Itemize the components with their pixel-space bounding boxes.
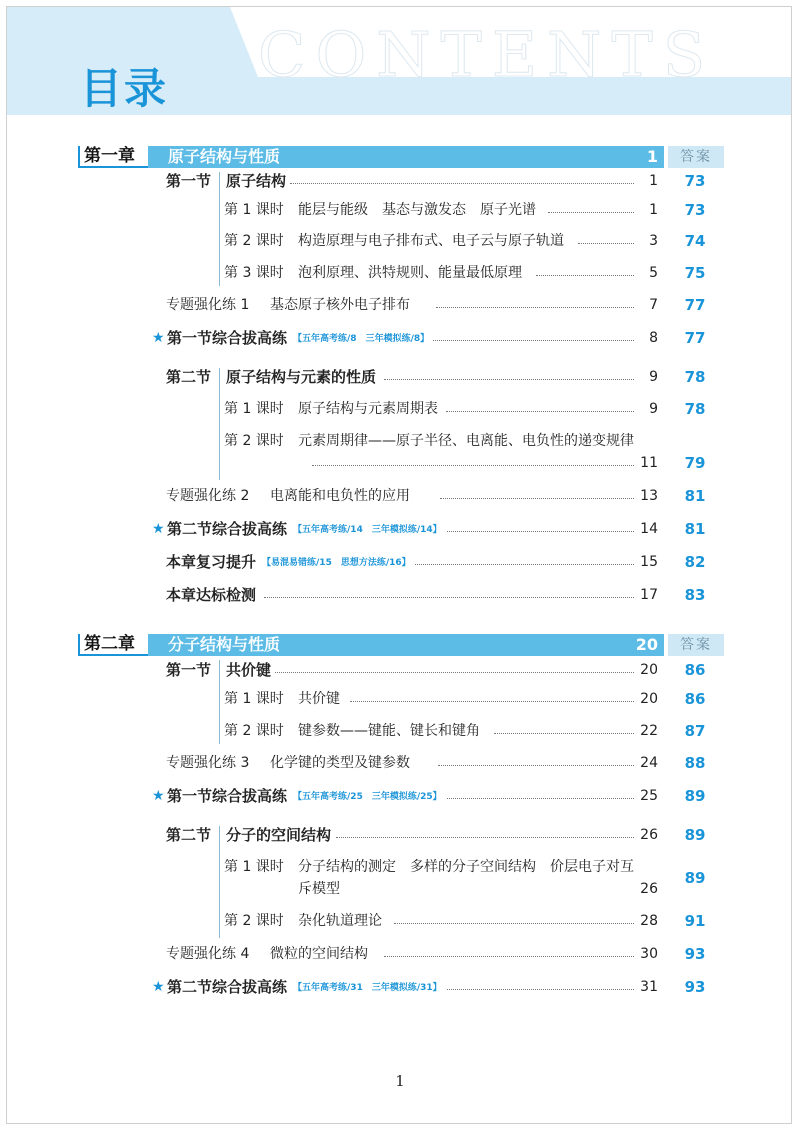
entry-label: 第二节	[166, 824, 215, 846]
page-number: 1	[395, 1072, 405, 1090]
entry-text: 泡利原理、洪特规则、能量最低原理	[298, 262, 526, 284]
chapter-1-bar[interactable]	[78, 146, 664, 168]
entry-answer-page: 74	[684, 232, 706, 250]
toc-entry-answer	[0, 867, 800, 889]
entry-answer-page: 82	[684, 553, 706, 571]
entry-page: 26	[640, 827, 658, 843]
entry-text: 共价键	[226, 659, 275, 681]
entry-page: 7	[649, 297, 658, 313]
entry-text: 本章达标检测	[166, 584, 260, 606]
entry-text: 分子的空间结构	[226, 824, 335, 846]
entry-answer-page: 73	[684, 172, 706, 190]
entry-page: 9	[649, 369, 658, 385]
entry-page: 20	[640, 662, 658, 678]
toc-entry[interactable]	[0, 294, 800, 316]
star-icon: ★	[152, 785, 169, 807]
chapter-2-title: 分子结构与性质	[148, 634, 664, 656]
entry-answer-page: 86	[684, 661, 706, 679]
entry-label: 第二节	[166, 366, 215, 388]
entry-page: 8	[649, 330, 658, 346]
star-icon: ★	[152, 976, 169, 998]
entry-label: 第 1 课时	[224, 856, 288, 878]
toc-entry[interactable]	[0, 910, 800, 932]
entry-text: 共价键	[298, 688, 344, 710]
entry-text: 键参数——键能、键长和键角	[298, 720, 484, 742]
entry-answer-page: 93	[684, 978, 706, 996]
entry-label: 第 1 课时	[224, 688, 288, 710]
entry-text: 分子结构的测定 多样的分子空间结构 价层电子对互	[298, 856, 638, 878]
entry-text: 元素周期律——原子半径、电离能、电负性的递变规律	[298, 430, 638, 452]
toc-entry[interactable]	[0, 659, 800, 681]
entry-page: 24	[640, 755, 658, 771]
chapter-1-number: 第一章	[78, 146, 148, 168]
entry-answer-page: 79	[684, 454, 706, 472]
entry-answer-page: 81	[684, 520, 706, 538]
entry-page: 15	[640, 554, 658, 570]
entry-text: 原子结构	[226, 170, 290, 192]
toc-entry[interactable]	[0, 485, 800, 507]
page-title: 目录	[80, 64, 169, 113]
toc-entry[interactable]	[0, 720, 800, 742]
entry-page: 14	[640, 521, 658, 537]
toc-entry[interactable]	[0, 199, 800, 221]
entry-text: 第一节综合拔高练	[167, 787, 288, 805]
toc-entry[interactable]	[0, 366, 800, 388]
entry-answer-page: 75	[684, 264, 706, 282]
entry-note: 【五年高考练/31 三年模拟练/31】	[293, 982, 442, 993]
entry-answer-page: 78	[684, 368, 706, 386]
star-icon: ★	[152, 327, 169, 349]
toc-entry[interactable]	[0, 518, 800, 540]
entry-page: 13	[640, 488, 658, 504]
entry-text: 基态原子核外电子排布	[270, 294, 414, 316]
entry-note: 【五年高考练/25 三年模拟练/25】	[293, 791, 442, 802]
entry-page: 5	[649, 265, 658, 281]
toc-entry[interactable]	[0, 262, 800, 284]
entry-label: 第一节	[166, 659, 215, 681]
entry-page: 11	[640, 455, 658, 471]
entry-note: 【易混易错练/15 思想方法练/16】	[262, 557, 411, 568]
entry-text: 本章复习提升	[166, 553, 257, 571]
entry-page: 9	[649, 401, 658, 417]
entry-label: 第 3 课时	[224, 262, 288, 284]
entry-label: 第 1 课时	[224, 398, 288, 420]
entry-note: 【五年高考练/14 三年模拟练/14】	[293, 524, 442, 535]
entry-text: 第二节综合拔高练	[167, 520, 288, 538]
entry-page: 17	[640, 587, 658, 603]
entry-text: 能层与能级 基态与激发态 原子光谱	[298, 199, 540, 221]
entry-label: 第 2 课时	[224, 720, 288, 742]
entry-text: 原子结构与元素的性质	[226, 366, 380, 388]
toc-entry[interactable]	[0, 430, 800, 452]
toc-entry[interactable]	[0, 752, 800, 774]
answers-header-1: 答案	[668, 146, 724, 168]
entry-answer-page: 73	[684, 201, 706, 219]
entry-text: 化学键的类型及键参数	[270, 752, 414, 774]
toc-entry[interactable]	[0, 824, 800, 846]
toc-entry[interactable]	[0, 230, 800, 252]
toc-entry[interactable]	[0, 976, 800, 998]
entry-label: 第 2 课时	[224, 910, 288, 932]
entry-page: 26	[640, 881, 658, 897]
toc-entry[interactable]	[0, 170, 800, 192]
entry-answer-page: 87	[684, 722, 706, 740]
toc-entry[interactable]	[0, 551, 800, 573]
chapter-1-page: 1	[646, 147, 658, 166]
entry-label: 专题强化练 2	[166, 485, 253, 507]
entry-answer-page: 83	[684, 586, 706, 604]
toc-entry-continued[interactable]	[0, 452, 800, 474]
entry-answer-page: 86	[684, 690, 706, 708]
entry-page: 3	[649, 233, 658, 249]
entry-answer-page: 77	[684, 329, 706, 347]
chapter-2-bar[interactable]	[78, 634, 664, 656]
entry-label: 专题强化练 3	[166, 752, 253, 774]
chapter-1-title: 原子结构与性质	[148, 146, 664, 168]
entry-answer-page: 81	[684, 487, 706, 505]
toc-entry[interactable]	[0, 688, 800, 710]
contents-watermark: CONTENTS	[258, 18, 716, 91]
entry-text: 微粒的空间结构	[270, 943, 372, 965]
entry-page: 28	[640, 913, 658, 929]
entry-page: 20	[640, 691, 658, 707]
entry-label: 第 1 课时	[224, 199, 288, 221]
chapter-2-page: 20	[635, 635, 658, 654]
entry-text: 第二节综合拔高练	[167, 978, 288, 996]
toc-entry[interactable]	[0, 327, 800, 349]
entry-answer-page: 89	[684, 826, 706, 844]
entry-note: 【五年高考练/8 三年模拟练/8】	[293, 333, 430, 344]
entry-label: 第一节	[166, 170, 215, 192]
entry-page: 31	[640, 979, 658, 995]
entry-page: 30	[640, 946, 658, 962]
entry-label: 专题强化练 1	[166, 294, 253, 316]
entry-answer-page: 77	[684, 296, 706, 314]
toc-entry[interactable]	[0, 785, 800, 807]
entry-answer-page: 93	[684, 945, 706, 963]
answers-header-2: 答案	[668, 634, 724, 656]
entry-page: 1	[649, 202, 658, 218]
toc-entry[interactable]	[0, 398, 800, 420]
entry-answer-page: 89	[684, 787, 706, 805]
entry-label: 专题强化练 4	[166, 943, 253, 965]
entry-text: 构造原理与电子排布式、电子云与原子轨道	[298, 230, 568, 252]
entry-answer-page: 89	[684, 869, 706, 887]
entry-text: 原子结构与元素周期表	[298, 398, 442, 420]
chapter-2-number: 第二章	[78, 634, 148, 656]
toc-entry[interactable]	[0, 584, 800, 606]
entry-text: 杂化轨道理论	[298, 910, 386, 932]
entry-label: 第 2 课时	[224, 430, 288, 452]
entry-text-continued: 斥模型	[298, 878, 344, 900]
entry-text: 电离能和电负性的应用	[270, 485, 414, 507]
star-icon: ★	[152, 518, 169, 540]
entry-answer-page: 88	[684, 754, 706, 772]
entry-label: 第 2 课时	[224, 230, 288, 252]
entry-page: 1	[649, 173, 658, 189]
toc-entry[interactable]	[0, 943, 800, 965]
entry-page: 22	[640, 723, 658, 739]
entry-answer-page: 78	[684, 400, 706, 418]
entry-answer-page: 91	[684, 912, 706, 930]
entry-text: 第一节综合拔高练	[167, 329, 288, 347]
entry-page: 25	[640, 788, 658, 804]
